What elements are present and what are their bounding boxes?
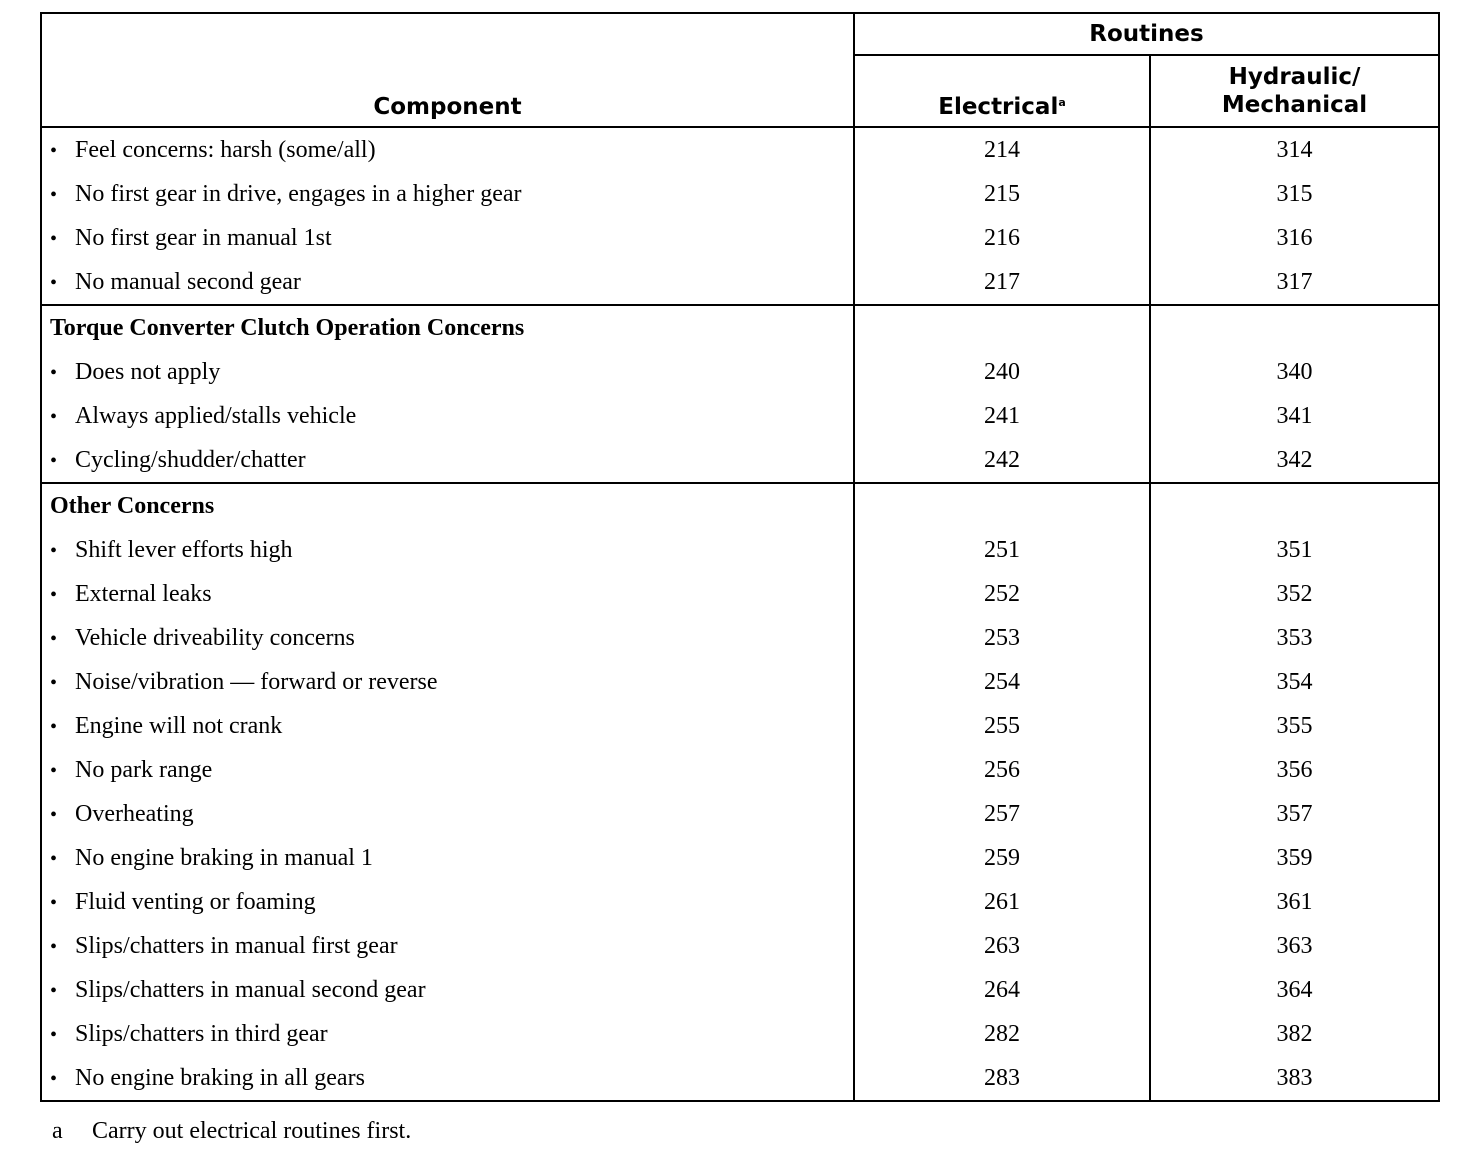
hydraulic-cell: 363	[1150, 924, 1439, 968]
electrical-cell: 257	[854, 792, 1150, 836]
hydraulic-cell: 340	[1150, 350, 1439, 394]
electrical-cell: 253	[854, 616, 1150, 660]
empty-cell	[1150, 483, 1439, 528]
table-row	[41, 968, 1439, 1012]
electrical-cell: 241	[854, 394, 1150, 438]
component-label: Shift lever efforts high	[75, 536, 293, 563]
footnote-mark: a	[52, 1118, 63, 1144]
hydraulic-cell: 356	[1150, 748, 1439, 792]
hydraulic-cell: 314	[1150, 127, 1439, 172]
table-row	[41, 1012, 1439, 1056]
hydraulic-cell: 341	[1150, 394, 1439, 438]
hydraulic-cell: 357	[1150, 792, 1439, 836]
table-row	[41, 880, 1439, 924]
component-cell	[41, 438, 854, 483]
component-label: Slips/chatters in manual first gear	[75, 932, 398, 959]
hydraulic-cell: 316	[1150, 216, 1439, 260]
electrical-cell: 254	[854, 660, 1150, 704]
header-routines: Routines	[854, 13, 1439, 55]
hydraulic-cell: 317	[1150, 260, 1439, 305]
hydraulic-cell: 342	[1150, 438, 1439, 483]
component-label: No engine braking in all gears	[75, 1064, 365, 1091]
hydraulic-cell: 354	[1150, 660, 1439, 704]
header-electrical-footnote-mark: a	[1058, 96, 1066, 109]
component-label: Always applied/stalls vehicle	[75, 402, 357, 429]
electrical-cell: 264	[854, 968, 1150, 1012]
section-header-row	[41, 483, 1439, 528]
component-label: No manual second gear	[75, 268, 301, 295]
section-title: Other Concerns	[41, 483, 854, 528]
bullet-icon: •	[50, 891, 58, 914]
electrical-cell: 214	[854, 127, 1150, 172]
electrical-cell: 252	[854, 572, 1150, 616]
component-label: Vehicle driveability concerns	[75, 624, 355, 651]
component-cell	[41, 172, 854, 216]
table-row	[41, 1056, 1439, 1101]
component-label: Noise/vibration — forward or reverse	[75, 668, 438, 695]
component-cell	[41, 1056, 854, 1101]
bullet-icon: •	[50, 627, 58, 650]
table-row	[41, 350, 1439, 394]
table-row	[41, 260, 1439, 305]
hydraulic-cell: 382	[1150, 1012, 1439, 1056]
electrical-cell: 283	[854, 1056, 1150, 1101]
electrical-cell: 261	[854, 880, 1150, 924]
header-electrical	[854, 55, 1150, 127]
component-label: No park range	[75, 756, 213, 783]
bullet-icon: •	[50, 979, 58, 1002]
hydraulic-cell: 359	[1150, 836, 1439, 880]
component-label: Slips/chatters in manual second gear	[75, 976, 426, 1003]
header-electrical-label: Electrical	[938, 94, 1059, 120]
component-label: Overheating	[75, 800, 194, 827]
table-row	[41, 572, 1439, 616]
component-cell	[41, 792, 854, 836]
component-label: Engine will not crank	[75, 712, 283, 739]
header-hydraulic-line1: Hydraulic/	[1228, 64, 1361, 90]
component-cell	[41, 836, 854, 880]
hydraulic-cell: 352	[1150, 572, 1439, 616]
bullet-icon: •	[50, 1023, 58, 1046]
hydraulic-cell: 353	[1150, 616, 1439, 660]
component-cell	[41, 704, 854, 748]
component-cell	[41, 616, 854, 660]
footnote	[52, 1118, 411, 1145]
component-label: External leaks	[75, 580, 212, 607]
bullet-icon: •	[50, 671, 58, 694]
component-cell	[41, 260, 854, 305]
bullet-icon: •	[50, 449, 58, 472]
component-cell	[41, 572, 854, 616]
empty-cell	[854, 305, 1150, 350]
component-cell	[41, 394, 854, 438]
hydraulic-cell: 383	[1150, 1056, 1439, 1101]
component-label: Feel concerns: harsh (some/all)	[75, 136, 376, 163]
bullet-icon: •	[50, 583, 58, 606]
table-row	[41, 924, 1439, 968]
table-row	[41, 438, 1439, 483]
component-label: Fluid venting or foaming	[75, 888, 316, 915]
section-title: Torque Converter Clutch Operation Concerns	[41, 305, 854, 350]
bullet-icon: •	[50, 1067, 58, 1090]
table-row	[41, 836, 1439, 880]
bullet-icon: •	[50, 227, 58, 250]
electrical-cell: 240	[854, 350, 1150, 394]
electrical-cell: 282	[854, 1012, 1150, 1056]
bullet-icon: •	[50, 759, 58, 782]
empty-cell	[854, 483, 1150, 528]
table-row	[41, 528, 1439, 572]
electrical-cell: 242	[854, 438, 1150, 483]
footnote-text: Carry out electrical routines first.	[92, 1118, 412, 1144]
header-hydraulic	[1150, 55, 1439, 127]
bullet-icon: •	[50, 361, 58, 384]
component-cell	[41, 350, 854, 394]
table-row	[41, 792, 1439, 836]
hydraulic-cell: 355	[1150, 704, 1439, 748]
electrical-cell: 216	[854, 216, 1150, 260]
component-cell	[41, 924, 854, 968]
electrical-cell: 263	[854, 924, 1150, 968]
header-hydraulic-line2: Mechanical	[1221, 92, 1368, 118]
section-header-row	[41, 305, 1439, 350]
bullet-icon: •	[50, 847, 58, 870]
bullet-icon: •	[50, 935, 58, 958]
electrical-cell: 251	[854, 528, 1150, 572]
bullet-icon: •	[50, 405, 58, 428]
table-body	[41, 127, 1439, 1101]
component-cell	[41, 216, 854, 260]
electrical-cell: 215	[854, 172, 1150, 216]
component-cell	[41, 1012, 854, 1056]
bullet-icon: •	[50, 539, 58, 562]
bullet-icon: •	[50, 803, 58, 826]
table-row	[41, 704, 1439, 748]
component-label: No first gear in drive, engages in a higher gear	[75, 180, 522, 207]
empty-cell	[1150, 305, 1439, 350]
component-cell	[41, 880, 854, 924]
component-cell	[41, 127, 854, 172]
component-label: Slips/chatters in third gear	[75, 1020, 328, 1047]
table-row	[41, 394, 1439, 438]
routines-table	[40, 12, 1440, 1102]
hydraulic-cell: 315	[1150, 172, 1439, 216]
component-cell	[41, 660, 854, 704]
bullet-icon: •	[50, 271, 58, 294]
table-row	[41, 172, 1439, 216]
component-label: Does not apply	[75, 358, 221, 385]
bullet-icon: •	[50, 183, 58, 206]
table-row	[41, 616, 1439, 660]
bullet-icon: •	[50, 715, 58, 738]
hydraulic-cell: 351	[1150, 528, 1439, 572]
component-cell	[41, 968, 854, 1012]
hydraulic-cell: 361	[1150, 880, 1439, 924]
table-row	[41, 748, 1439, 792]
electrical-cell: 256	[854, 748, 1150, 792]
bullet-icon: •	[50, 139, 58, 162]
component-cell	[41, 528, 854, 572]
hydraulic-cell: 364	[1150, 968, 1439, 1012]
table-row	[41, 660, 1439, 704]
electrical-cell: 217	[854, 260, 1150, 305]
header-component: Component	[41, 13, 854, 127]
electrical-cell: 255	[854, 704, 1150, 748]
component-label: No first gear in manual 1st	[75, 224, 332, 251]
electrical-cell: 259	[854, 836, 1150, 880]
table-row	[41, 216, 1439, 260]
component-label: No engine braking in manual 1	[75, 844, 373, 871]
component-label: Cycling/shudder/chatter	[75, 446, 306, 473]
table-row	[41, 127, 1439, 172]
component-cell	[41, 748, 854, 792]
